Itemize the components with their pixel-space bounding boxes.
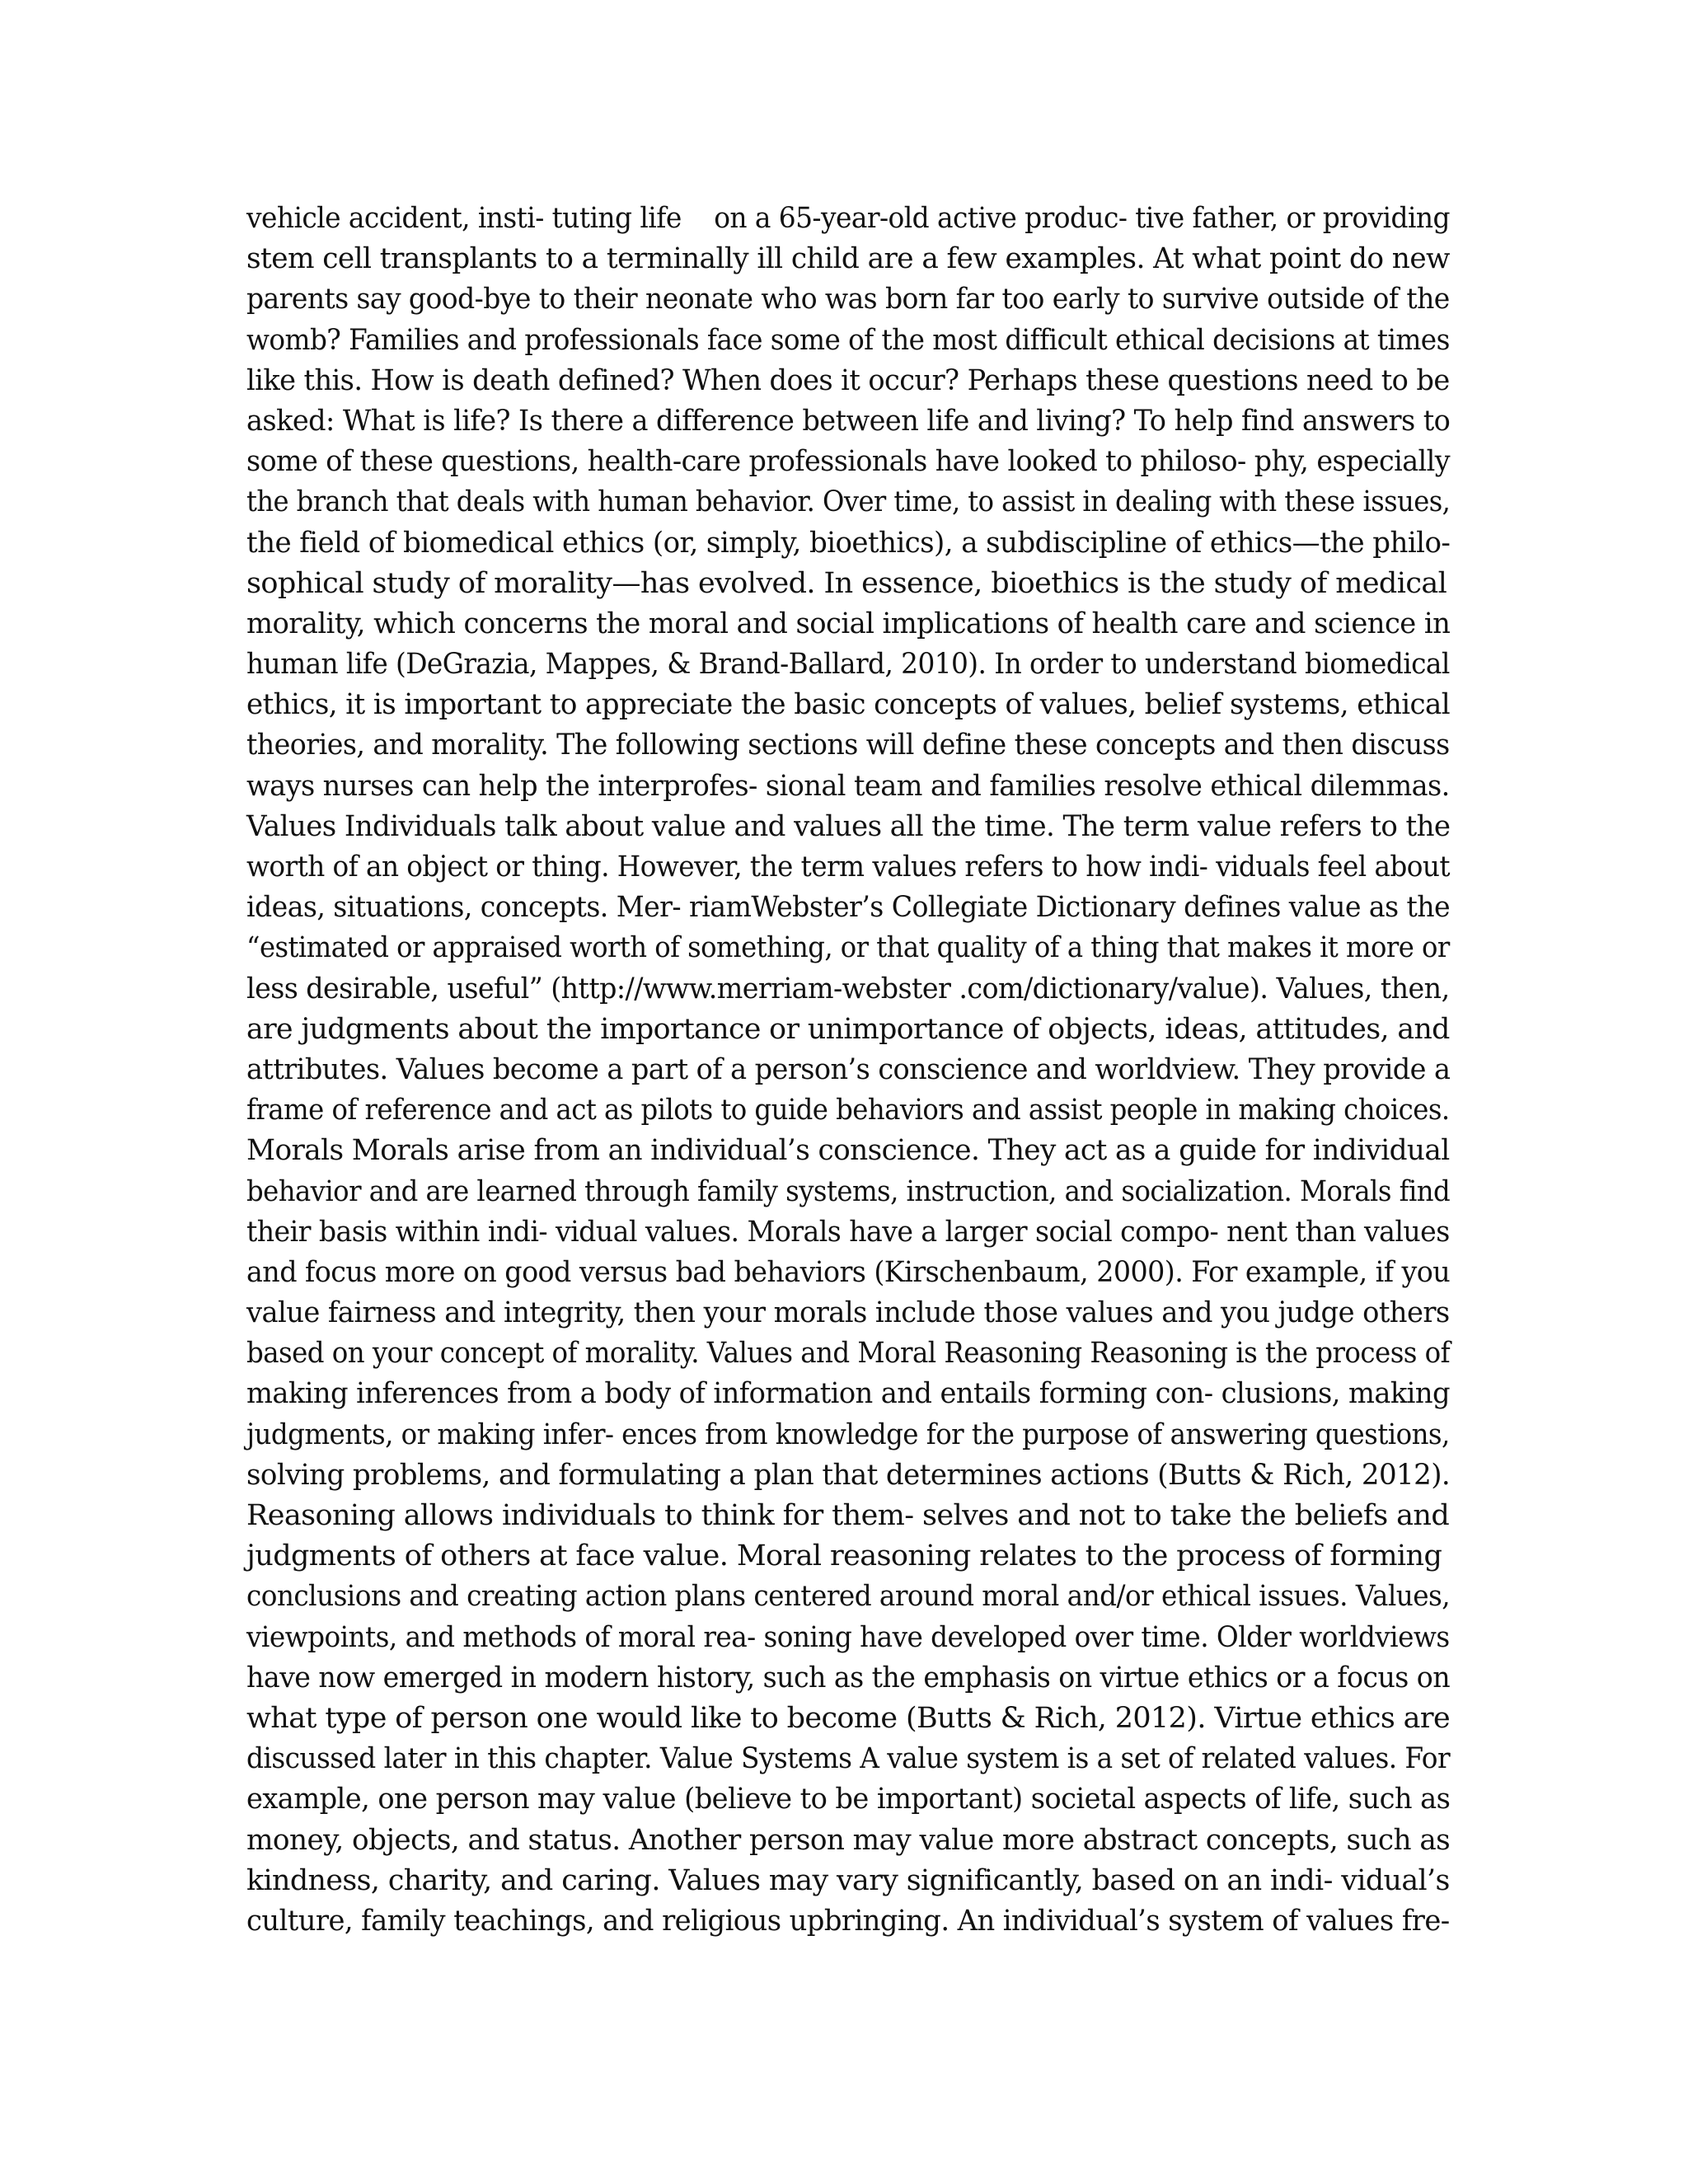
text-line: less desirable, useful” (http://www.merriam-webster .com/dictionary/value). Values, then, bbox=[246, 972, 1450, 1005]
text-line: parents say good-bye to their neonate who was born far too early to survive outside of the bbox=[246, 283, 1450, 316]
text-line: womb? Families and professionals face some of the most difficult ethical decisions at times bbox=[246, 323, 1450, 357]
text-line: and focus more on good versus bad behaviors (Kirschenbaum, 2000). For example, if you bbox=[246, 1255, 1451, 1289]
text-line: solving problems, and formulating a plan that determines actions (Butts & Rich, 2012). bbox=[246, 1458, 1451, 1492]
text-line: ways nurses can help the interprofes- sional team and families resolve ethical dilemmas. bbox=[246, 769, 1450, 803]
text-line: sophical study of morality—has evolved. In essence, bioethics is the study of medical bbox=[246, 566, 1447, 600]
text-line: based on your concept of morality. Values and Moral Reasoning Reasoning is the process of bbox=[246, 1337, 1451, 1371]
text-line: Morals Morals arise from an individual’s conscience. They act as a guide for individual bbox=[246, 1134, 1450, 1168]
text-line: frame of reference and act as pilots to guide behaviors and assist people in making choices. bbox=[246, 1094, 1450, 1127]
text-line: their basis within indi- vidual values. Morals have a larger social compo- nent than values bbox=[246, 1215, 1450, 1249]
text-line: viewpoints, and methods of moral rea- soning have developed over time. Older worldviews bbox=[246, 1620, 1450, 1654]
text-line: vehicle accident, insti- tuting life on a 65-year-old active produc- tive father, or providing bbox=[246, 202, 1450, 235]
text-line: attributes. Values become a part of a person’s conscience and worldview. They provide a bbox=[246, 1052, 1451, 1086]
text-line: worth of an object or thing. However, the term values refers to how indi- viduals feel about bbox=[246, 851, 1450, 883]
text-line: value fairness and integrity, then your morals include those values and you judge others bbox=[246, 1296, 1450, 1330]
text-line: the branch that deals with human behavior. Over time, to assist in dealing with these issues, bbox=[246, 485, 1451, 519]
text-line: money, objects, and status. Another person may value more abstract concepts, such as bbox=[246, 1823, 1451, 1857]
text-line: what type of person one would like to become (Butts & Rich, 2012). Virtue ethics are bbox=[246, 1701, 1451, 1735]
text-line: Values Individuals talk about value and values all the time. The term value refers to the bbox=[246, 809, 1451, 843]
text-line: asked: What is life? Is there a difference between life and living? To help find answers to bbox=[246, 404, 1451, 438]
text-line: culture, family teachings, and religious upbringing. An individual’s system of values fre- bbox=[246, 1904, 1450, 1938]
text-line: like this. How is death defined? When does it occur? Perhaps these questions need to be bbox=[246, 363, 1450, 397]
text-line: are judgments about the importance or unimportance of objects, ideas, attitudes, and bbox=[246, 1012, 1450, 1046]
text-line: example, one person may value (believe to be important) societal aspects of life, such as bbox=[246, 1783, 1451, 1816]
text-line: human life (DeGrazia, Mappes, & Brand-Ballard, 2010). In order to understand biomedical bbox=[246, 648, 1450, 682]
text-line: kindness, charity, and caring. Values may vary significantly, based on an indi- vidual’s bbox=[246, 1863, 1450, 1897]
text-line: “estimated or appraised worth of something, or that quality of a thing that makes it more or bbox=[246, 931, 1450, 965]
text-line: stem cell transplants to a terminally ill child are a few examples. At what point do new bbox=[246, 242, 1450, 276]
text-line: judgments of others at face value. Moral reasoning relates to the process of forming bbox=[246, 1540, 1442, 1573]
text-line: have now emerged in modern history, such as the emphasis on virtue ethics or a focus on bbox=[246, 1661, 1451, 1694]
text-line: the field of biomedical ethics (or, simply, bioethics), a subdiscipline of ethics—the philo- bbox=[246, 526, 1451, 560]
text-line: Reasoning allows individuals to think for them- selves and not to take the beliefs and bbox=[246, 1499, 1450, 1532]
text-line: theories, and morality. The following sections will define these concepts and then discuss bbox=[246, 729, 1450, 762]
text-line: morality, which concerns the moral and social implications of health care and science in bbox=[246, 607, 1451, 640]
text-line: making inferences from a body of information and entails forming con- clusions, making bbox=[246, 1377, 1450, 1411]
text-line: discussed later in this chapter. Value Systems A value system is a set of related values. For bbox=[246, 1742, 1451, 1776]
text-line: ideas, situations, concepts. Mer- riamWebster’s Collegiate Dictionary defines value as the bbox=[246, 891, 1451, 925]
text-line: conclusions and creating action plans centered around moral and/or ethical issues. Values, bbox=[246, 1580, 1451, 1614]
text-line: behavior and are learned through family systems, instruction, and socialization. Morals find bbox=[246, 1174, 1451, 1208]
text-line: some of these questions, health-care professionals have looked to philoso- phy, especially bbox=[246, 445, 1450, 479]
text-line: ethics, it is important to appreciate the basic concepts of values, belief systems, ethical bbox=[246, 688, 1451, 722]
text-line: judgments, or making infer- ences from knowledge for the purpose of answering questions, bbox=[246, 1418, 1450, 1451]
body-text bbox=[246, 199, 1450, 1942]
